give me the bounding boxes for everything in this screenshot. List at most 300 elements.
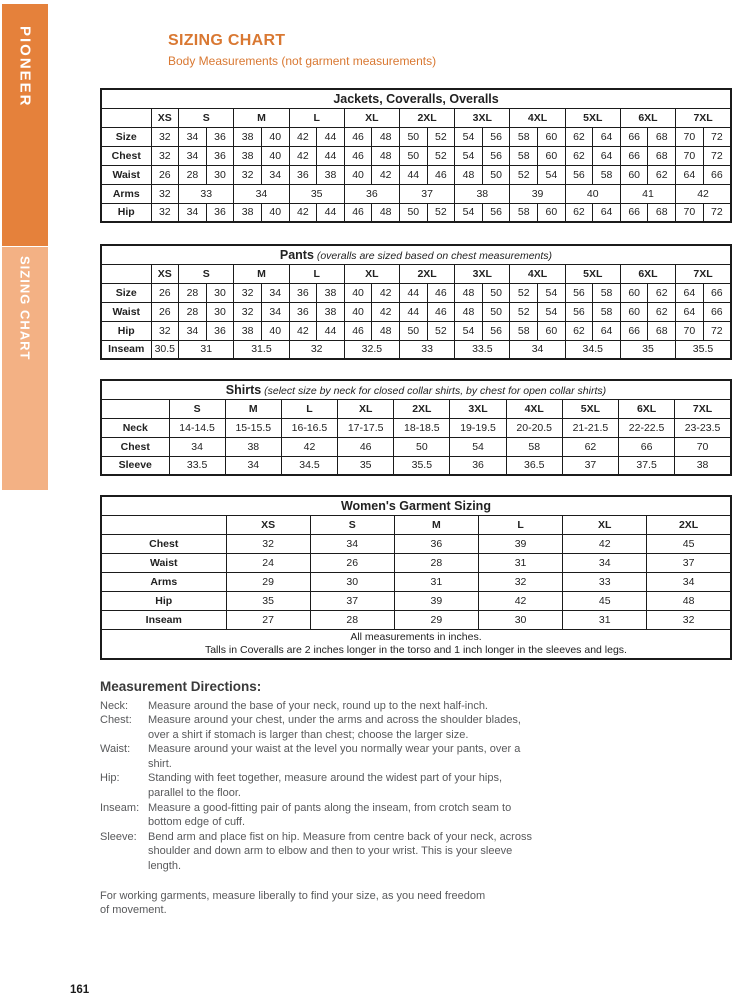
size-header: 3XL xyxy=(450,399,506,418)
size-value: 70 xyxy=(676,203,704,222)
size-value: 30.5 xyxy=(151,340,179,359)
size-value: 60 xyxy=(538,146,566,165)
page-number: 161 xyxy=(70,984,90,996)
size-value: 42 xyxy=(289,127,317,146)
size-value: 33.5 xyxy=(169,456,225,475)
size-header: S xyxy=(179,264,234,283)
table-title xyxy=(101,89,731,108)
direction-term: Neck: xyxy=(100,699,129,712)
row-label: Hip xyxy=(101,591,226,610)
direction-item xyxy=(100,771,730,800)
size-value: 35 xyxy=(338,456,394,475)
size-value: 54 xyxy=(455,321,483,340)
size-value: 50 xyxy=(394,437,450,456)
size-value: 50 xyxy=(482,165,510,184)
size-value: 42 xyxy=(289,203,317,222)
size-header-row xyxy=(101,108,731,127)
page-header xyxy=(168,32,730,68)
size-value: 36 xyxy=(289,302,317,321)
main-content xyxy=(100,0,730,918)
directions-heading: Measurement Directions: xyxy=(100,678,262,694)
size-value: 60 xyxy=(620,302,648,321)
size-value: 32 xyxy=(234,302,262,321)
table-title-row xyxy=(101,245,731,264)
size-value: 30 xyxy=(206,165,234,184)
size-value: 64 xyxy=(676,165,704,184)
size-value: 15-15.5 xyxy=(225,418,281,437)
corner-cell xyxy=(101,264,151,283)
size-value: 54 xyxy=(538,165,566,184)
size-value: 29 xyxy=(394,610,478,629)
size-value: 58 xyxy=(510,203,538,222)
size-value: 32 xyxy=(151,184,179,203)
size-header-row xyxy=(101,264,731,283)
size-value: 38 xyxy=(234,146,262,165)
size-value: 36 xyxy=(206,321,234,340)
size-value: 54 xyxy=(455,203,483,222)
size-value: 62 xyxy=(648,283,676,302)
size-value: 35 xyxy=(226,591,310,610)
size-value: 56 xyxy=(565,302,593,321)
size-header: 5XL xyxy=(565,264,620,283)
size-value: 54 xyxy=(455,127,483,146)
size-value: 70 xyxy=(676,127,704,146)
size-header: XL xyxy=(563,515,647,534)
table-wrapper-jackets xyxy=(100,88,730,223)
sizing-tables xyxy=(100,88,730,660)
size-value: 34 xyxy=(310,534,394,553)
table-title-text: Women's Garment Sizing xyxy=(340,498,491,513)
table-row xyxy=(101,165,731,184)
size-value: 33 xyxy=(563,572,647,591)
size-value: 34 xyxy=(179,203,207,222)
size-value: 56 xyxy=(565,283,593,302)
size-value: 60 xyxy=(620,283,648,302)
size-header: 2XL xyxy=(399,264,454,283)
direction-item xyxy=(100,713,730,742)
size-value: 48 xyxy=(372,127,400,146)
size-header: S xyxy=(169,399,225,418)
size-value: 50 xyxy=(399,203,427,222)
directions-list xyxy=(100,699,730,874)
size-value: 56 xyxy=(482,146,510,165)
footnote-line: All measurements in inches. xyxy=(350,630,482,643)
size-value: 52 xyxy=(427,203,455,222)
corner-cell xyxy=(101,108,151,127)
table-footnote-row xyxy=(101,629,731,659)
size-value: 40 xyxy=(344,302,372,321)
size-value: 64 xyxy=(593,146,621,165)
size-value: 66 xyxy=(703,283,731,302)
table-row xyxy=(101,302,731,321)
sidebar-section-label: SIZING CHART xyxy=(17,256,33,361)
size-value: 34 xyxy=(179,321,207,340)
size-value: 64 xyxy=(676,302,704,321)
size-header: M xyxy=(234,108,289,127)
section-sidebar-block xyxy=(2,247,48,490)
size-value: 62 xyxy=(565,146,593,165)
size-value: 60 xyxy=(538,321,566,340)
size-value: 33 xyxy=(399,340,454,359)
size-value: 48 xyxy=(455,283,483,302)
size-value: 37 xyxy=(562,456,618,475)
size-value: 58 xyxy=(593,165,621,184)
size-value: 42 xyxy=(563,534,647,553)
size-value: 44 xyxy=(317,146,345,165)
size-header: XS xyxy=(226,515,310,534)
table-row xyxy=(101,127,731,146)
size-value: 38 xyxy=(675,456,731,475)
size-value: 58 xyxy=(593,302,621,321)
size-value: 39 xyxy=(394,591,478,610)
table-row xyxy=(101,610,731,629)
size-value: 66 xyxy=(620,321,648,340)
row-label: Hip xyxy=(101,203,151,222)
size-value: 31 xyxy=(563,610,647,629)
size-value: 32 xyxy=(234,165,262,184)
table-row xyxy=(101,418,731,437)
size-value: 34.5 xyxy=(281,456,337,475)
size-value: 34 xyxy=(225,456,281,475)
size-value: 44 xyxy=(317,127,345,146)
size-value: 52 xyxy=(427,127,455,146)
row-label: Sleeve xyxy=(101,456,169,475)
size-value: 46 xyxy=(338,437,394,456)
size-value: 64 xyxy=(593,127,621,146)
sizing-table-jackets xyxy=(100,88,732,223)
table-row xyxy=(101,534,731,553)
size-header: XS xyxy=(151,108,179,127)
size-value: 66 xyxy=(620,127,648,146)
table-row xyxy=(101,553,731,572)
size-header: 6XL xyxy=(620,108,675,127)
size-value: 50 xyxy=(399,146,427,165)
size-value: 32 xyxy=(151,203,179,222)
measurement-directions xyxy=(100,679,730,918)
size-value: 34.5 xyxy=(565,340,620,359)
size-value: 26 xyxy=(151,283,179,302)
size-value: 62 xyxy=(562,437,618,456)
table-row xyxy=(101,340,731,359)
size-value: 52 xyxy=(510,165,538,184)
size-value: 41 xyxy=(620,184,675,203)
size-value: 42 xyxy=(372,283,400,302)
size-value: 46 xyxy=(344,146,372,165)
size-value: 37 xyxy=(647,553,731,572)
size-header: 7XL xyxy=(676,108,731,127)
size-value: 16-16.5 xyxy=(281,418,337,437)
size-value: 68 xyxy=(648,203,676,222)
size-value: 19-19.5 xyxy=(450,418,506,437)
size-value: 72 xyxy=(703,203,731,222)
row-label: Inseam xyxy=(101,610,226,629)
size-value: 48 xyxy=(372,321,400,340)
size-value: 72 xyxy=(703,127,731,146)
size-value: 50 xyxy=(482,283,510,302)
table-row xyxy=(101,321,731,340)
size-value: 33.5 xyxy=(455,340,510,359)
size-value: 48 xyxy=(647,591,731,610)
size-value: 48 xyxy=(455,302,483,321)
size-value: 28 xyxy=(179,283,207,302)
size-value: 32 xyxy=(234,283,262,302)
size-value: 54 xyxy=(450,437,506,456)
size-header: M xyxy=(225,399,281,418)
size-header-row xyxy=(101,399,731,418)
size-value: 46 xyxy=(427,165,455,184)
table-wrapper-shirts xyxy=(100,379,730,476)
size-value: 34 xyxy=(234,184,289,203)
size-header: XS xyxy=(151,264,179,283)
sizing-table-pants xyxy=(100,244,732,360)
direction-item xyxy=(100,801,730,830)
size-value: 22-22.5 xyxy=(619,418,675,437)
size-value: 21-21.5 xyxy=(562,418,618,437)
size-value: 26 xyxy=(151,165,179,184)
size-value: 36 xyxy=(289,165,317,184)
size-value: 54 xyxy=(538,283,566,302)
size-value: 30 xyxy=(206,302,234,321)
footnote-line: Talls in Coveralls are 2 inches longer in the torso and 1 inch longer in the sleeves and legs. xyxy=(204,643,627,656)
size-value: 36 xyxy=(206,146,234,165)
size-value: 46 xyxy=(344,127,372,146)
size-value: 32 xyxy=(151,321,179,340)
brand-logo-text: PIONEER xyxy=(16,26,34,108)
size-value: 52 xyxy=(427,321,455,340)
row-label: Waist xyxy=(101,302,151,321)
size-value: 72 xyxy=(703,321,731,340)
size-value: 40 xyxy=(261,203,289,222)
size-value: 42 xyxy=(289,146,317,165)
direction-term: Waist: xyxy=(100,743,131,756)
size-value: 66 xyxy=(620,146,648,165)
size-value: 38 xyxy=(234,321,262,340)
row-label: Inseam xyxy=(101,340,151,359)
size-header: 4XL xyxy=(510,264,565,283)
size-value: 52 xyxy=(510,302,538,321)
brand-sidebar-block xyxy=(2,4,48,246)
size-value: 54 xyxy=(538,302,566,321)
size-value: 36 xyxy=(450,456,506,475)
size-value: 50 xyxy=(482,302,510,321)
size-value: 23-23.5 xyxy=(675,418,731,437)
size-value: 50 xyxy=(399,127,427,146)
direction-term: Hip: xyxy=(100,772,120,785)
size-value: 44 xyxy=(317,203,345,222)
size-value: 36 xyxy=(344,184,399,203)
size-value: 52 xyxy=(510,283,538,302)
size-value: 54 xyxy=(455,146,483,165)
direction-text: Bend arm and place fist on hip. Measure from centre back of your neck, across shoulder and down arm to elbow and then to your wrist. This is your sleeve length. xyxy=(148,830,532,873)
table-title xyxy=(101,380,731,399)
table-row xyxy=(101,184,731,203)
row-label: Waist xyxy=(101,553,226,572)
table-title-text: Pants xyxy=(279,247,314,262)
size-value: 45 xyxy=(647,534,731,553)
size-value: 36.5 xyxy=(506,456,562,475)
size-header: 2XL xyxy=(394,399,450,418)
size-value: 29 xyxy=(226,572,310,591)
size-value: 31 xyxy=(394,572,478,591)
size-value: 27 xyxy=(226,610,310,629)
size-value: 58 xyxy=(510,146,538,165)
size-header: M xyxy=(234,264,289,283)
table-title-row xyxy=(101,496,731,515)
size-value: 36 xyxy=(289,283,317,302)
size-value: 31 xyxy=(179,340,234,359)
size-value: 33 xyxy=(179,184,234,203)
size-value: 36 xyxy=(394,534,478,553)
size-value: 45 xyxy=(563,591,647,610)
size-value: 52 xyxy=(427,146,455,165)
table-row xyxy=(101,283,731,302)
size-value: 48 xyxy=(372,146,400,165)
size-value: 46 xyxy=(427,283,455,302)
row-label: Chest xyxy=(101,437,169,456)
direction-term: Chest: xyxy=(100,714,132,727)
size-value: 34 xyxy=(261,283,289,302)
table-title-row xyxy=(101,380,731,399)
size-value: 36 xyxy=(206,127,234,146)
size-value: 42 xyxy=(289,321,317,340)
size-value: 28 xyxy=(179,302,207,321)
table-row xyxy=(101,146,731,165)
size-value: 58 xyxy=(510,321,538,340)
direction-text: Measure around your chest, under the arms and across the shoulder blades, over a shirt if stomach is larger than chest; choose the larger size. xyxy=(148,714,521,741)
size-value: 32.5 xyxy=(344,340,399,359)
size-value: 66 xyxy=(619,437,675,456)
size-header: L xyxy=(478,515,562,534)
size-header: L xyxy=(281,399,337,418)
table-wrapper-pants xyxy=(100,244,730,360)
size-value: 56 xyxy=(482,203,510,222)
table-title xyxy=(101,496,731,515)
size-header: M xyxy=(394,515,478,534)
row-label: Neck xyxy=(101,418,169,437)
size-header: 4XL xyxy=(506,399,562,418)
size-value: 18-18.5 xyxy=(394,418,450,437)
table-row xyxy=(101,591,731,610)
size-value: 46 xyxy=(344,203,372,222)
size-value: 38 xyxy=(455,184,510,203)
size-value: 46 xyxy=(344,321,372,340)
size-value: 38 xyxy=(225,437,281,456)
direction-term: Inseam: xyxy=(100,801,140,814)
size-value: 37 xyxy=(399,184,454,203)
size-value: 46 xyxy=(427,302,455,321)
size-value: 24 xyxy=(226,553,310,572)
size-value: 38 xyxy=(234,203,262,222)
size-header: L xyxy=(289,108,344,127)
size-header: S xyxy=(179,108,234,127)
size-value: 28 xyxy=(179,165,207,184)
size-value: 64 xyxy=(593,321,621,340)
size-value: 60 xyxy=(538,127,566,146)
row-label: Arms xyxy=(101,572,226,591)
size-value: 35.5 xyxy=(394,456,450,475)
size-value: 30 xyxy=(206,283,234,302)
table-row xyxy=(101,572,731,591)
size-value: 62 xyxy=(648,302,676,321)
size-value: 58 xyxy=(593,283,621,302)
size-value: 32 xyxy=(478,572,562,591)
size-value: 38 xyxy=(234,127,262,146)
size-value: 56 xyxy=(482,321,510,340)
row-label: Hip xyxy=(101,321,151,340)
size-value: 44 xyxy=(399,165,427,184)
size-header: 2XL xyxy=(399,108,454,127)
direction-item xyxy=(100,830,730,874)
size-header: 7XL xyxy=(676,264,731,283)
size-value: 58 xyxy=(506,437,562,456)
sizing-table-shirts xyxy=(100,379,732,476)
size-value: 42 xyxy=(372,302,400,321)
size-value: 35.5 xyxy=(676,340,731,359)
size-value: 70 xyxy=(676,321,704,340)
size-value: 48 xyxy=(455,165,483,184)
size-header: 4XL xyxy=(510,108,565,127)
table-wrapper-womens xyxy=(100,495,730,660)
size-value: 39 xyxy=(510,184,565,203)
direction-text: Standing with feet together, measure around the widest part of your hips, parallel to the floor. xyxy=(148,772,503,800)
page-subtitle: Body Measurements (not garment measurements) xyxy=(168,54,437,68)
size-value: 42 xyxy=(676,184,731,203)
table-row xyxy=(101,203,731,222)
table-row xyxy=(101,456,731,475)
size-value: 62 xyxy=(648,165,676,184)
size-header: 7XL xyxy=(675,399,731,418)
size-value: 66 xyxy=(620,203,648,222)
table-note: (overalls are sized based on chest measurements) xyxy=(316,249,553,262)
sizing-table-womens xyxy=(100,495,732,660)
size-value: 40 xyxy=(344,283,372,302)
row-label: Chest xyxy=(101,534,226,553)
size-value: 40 xyxy=(261,127,289,146)
size-header-row xyxy=(101,515,731,534)
size-header: XL xyxy=(338,399,394,418)
size-value: 64 xyxy=(593,203,621,222)
size-value: 60 xyxy=(538,203,566,222)
size-value: 62 xyxy=(565,321,593,340)
size-value: 34 xyxy=(261,165,289,184)
size-value: 14-14.5 xyxy=(169,418,225,437)
size-value: 26 xyxy=(310,553,394,572)
size-value: 34 xyxy=(169,437,225,456)
size-value: 72 xyxy=(703,146,731,165)
size-value: 40 xyxy=(261,321,289,340)
size-value: 35 xyxy=(289,184,344,203)
size-value: 32 xyxy=(647,610,731,629)
size-value: 32 xyxy=(289,340,344,359)
page-title: SIZING CHART xyxy=(168,32,286,49)
table-title-row xyxy=(101,89,731,108)
row-label: Size xyxy=(101,283,151,302)
direction-text: Measure a good-fitting pair of pants along the inseam, from crotch seam to bottom edge of cuff. xyxy=(148,801,512,829)
size-value: 40 xyxy=(344,165,372,184)
size-value: 58 xyxy=(510,127,538,146)
direction-item xyxy=(100,699,730,714)
size-header: 5XL xyxy=(565,108,620,127)
size-value: 38 xyxy=(317,283,345,302)
size-value: 68 xyxy=(648,321,676,340)
size-value: 34 xyxy=(647,572,731,591)
size-header: 6XL xyxy=(620,264,675,283)
direction-text: Measure around your waist at the level you normally wear your pants, over a shirt. xyxy=(148,743,521,770)
size-value: 38 xyxy=(317,165,345,184)
size-value: 62 xyxy=(565,203,593,222)
size-value: 44 xyxy=(399,302,427,321)
size-header: L xyxy=(289,264,344,283)
